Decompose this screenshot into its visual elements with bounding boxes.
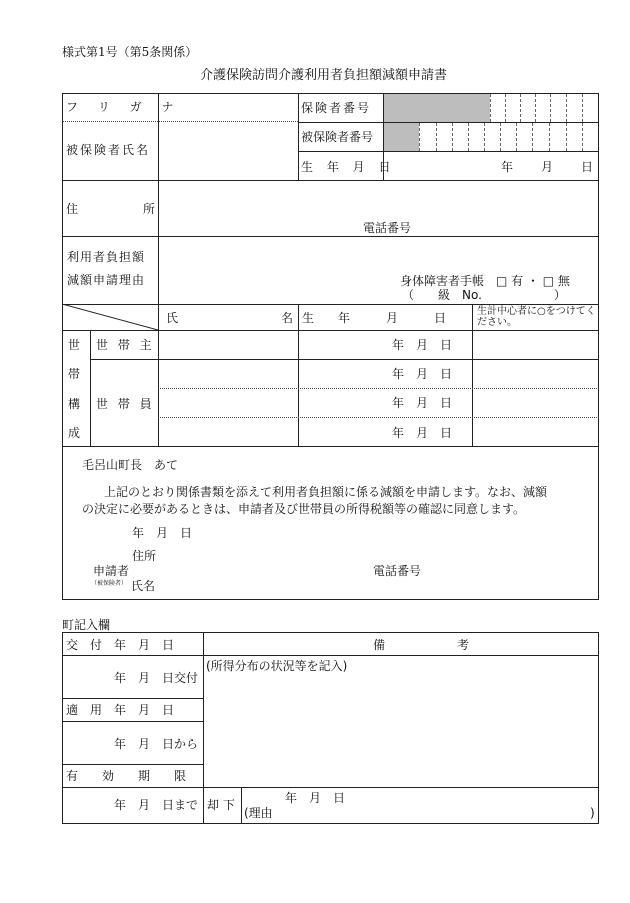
address-label-start: 住 [66,202,79,216]
row-divider [298,151,599,152]
digit-divider [468,123,469,151]
digit-divider [419,123,420,151]
remarks-note: (所得分布の状況等を記入) [206,659,348,673]
household-side-label-2: 帯 [68,367,81,381]
row-divider [62,787,599,788]
row-divider [158,417,599,418]
insurer-number-label: 保険者番号 [301,101,372,115]
row-divider [62,121,298,122]
household-side-label-1: 世 [68,338,81,352]
col-divider [158,180,159,304]
furigana-label: フ リ ガ ナ [66,100,182,114]
form-title: 介護保険訪問介護利用者負担額減額申請書 [200,68,448,83]
birth-day-unit: 日 [581,160,594,174]
insured-name-label: 被保険者氏名 [66,143,151,157]
col-divider [298,93,299,180]
form-number: 様式第1号（第5条関係） [62,45,198,59]
digit-divider [500,123,501,151]
col-divider [298,304,299,446]
town-section-heading: 町記入欄 [62,618,111,632]
row-divider [62,236,599,237]
row-divider [62,330,599,331]
digit-divider [505,94,506,122]
row-divider [62,764,203,765]
reject-reason-label: (理由 [244,806,273,820]
applicant-label: 申請者 [93,564,130,578]
address-label-end: 所 [143,202,156,216]
issue-date-value: 年 月 日交付 [114,671,199,685]
birth-col-header: 生 年 月 日 [302,311,447,325]
member-birth-date-2: 年 月 日 [392,396,453,410]
reject-label: 却 下 [207,798,235,812]
addressee: 毛呂山町長 あて [82,458,179,472]
applicant-insured-note: （被保険者） [91,580,128,587]
digit-divider [566,123,567,151]
digit-divider [452,123,453,151]
row-divider [158,388,599,389]
name-col-header-end: 名 [281,311,294,325]
apply-date-value: 年 月 日から [114,737,199,751]
digit-divider [582,123,583,151]
row-divider [62,721,203,722]
apply-date-header: 適 用 年 月 日 [66,703,175,717]
head-birth-date: 年 月 日 [392,338,453,352]
digit-divider [535,94,536,122]
row-divider [90,359,599,360]
birth-month-unit: 月 [541,160,554,174]
household-head-note: 生計中心者に○をつけてください。 [477,306,596,328]
household-side-label-3: 構 [68,397,81,411]
diagonal-header-line [62,304,158,330]
issue-date-header: 交 付 年 月 日 [66,638,175,652]
reject-date: 年 月 日 [285,791,346,805]
valid-until-header: 有 効 期 限 [66,769,187,783]
reject-reason-close: ) [590,806,595,820]
col-divider [90,330,91,446]
col-divider [241,787,242,824]
applicant-phone-label: 電話番号 [373,564,422,578]
insured-number-label: 被保険者番号 [301,130,374,144]
col-divider [158,304,159,446]
digit-divider [549,123,550,151]
digit-divider [532,123,533,151]
member-birth-date-1: 年 月 日 [392,367,453,381]
digit-divider [566,94,567,122]
declaration-text-line1: 上記のとおり関係書類を添えて利用者負担額に係る減額を申請します。なお、減額 [104,485,548,499]
row-divider [298,122,599,123]
member-birth-date-3: 年 月 日 [392,426,453,440]
reason-label-line1: 利用者負担額 [67,250,146,264]
digit-divider [582,94,583,122]
handicap-grade-line: （ 級 No. ） [402,288,566,302]
household-side-label-4: 成 [68,426,81,440]
birth-date-label: 生 年 月 日 [301,160,396,174]
digit-divider [550,94,551,122]
declaration-date: 年 月 日 [132,526,193,540]
row-divider [62,698,203,699]
household-head-label: 世 帯 主 [96,338,155,352]
household-member-label: 世 帯 員 [96,397,155,411]
name-col-header-start: 氏 [166,311,179,325]
row-divider [62,180,599,181]
applicant-address-label: 住所 [132,549,157,563]
handicap-book-checkbox-line: 身体障害者手帳 □ 有 ・ □ 無 [400,274,570,288]
digit-divider [490,94,491,122]
row-divider [62,655,599,656]
insurer-number-shaded [384,94,490,122]
birth-year-unit: 年 [501,160,514,174]
digit-divider [516,123,517,151]
row-divider [62,446,599,447]
valid-until-value: 年 月 日まで [114,798,199,812]
insured-number-shaded [384,123,419,151]
digit-divider [520,94,521,122]
reason-label-line2: 減額申請理由 [67,273,146,287]
applicant-name-label: 氏名 [131,579,156,593]
col-divider [203,632,204,824]
declaration-text-line2: の決定に必要があるときは、申請者及び世帯員の所得税額等の確認に同意します。 [82,502,526,516]
remarks-header: 備 考 [373,638,470,652]
address-phone-label: 電話番号 [363,221,412,235]
digit-divider [436,123,437,151]
col-divider [472,304,473,446]
digit-divider [484,123,485,151]
